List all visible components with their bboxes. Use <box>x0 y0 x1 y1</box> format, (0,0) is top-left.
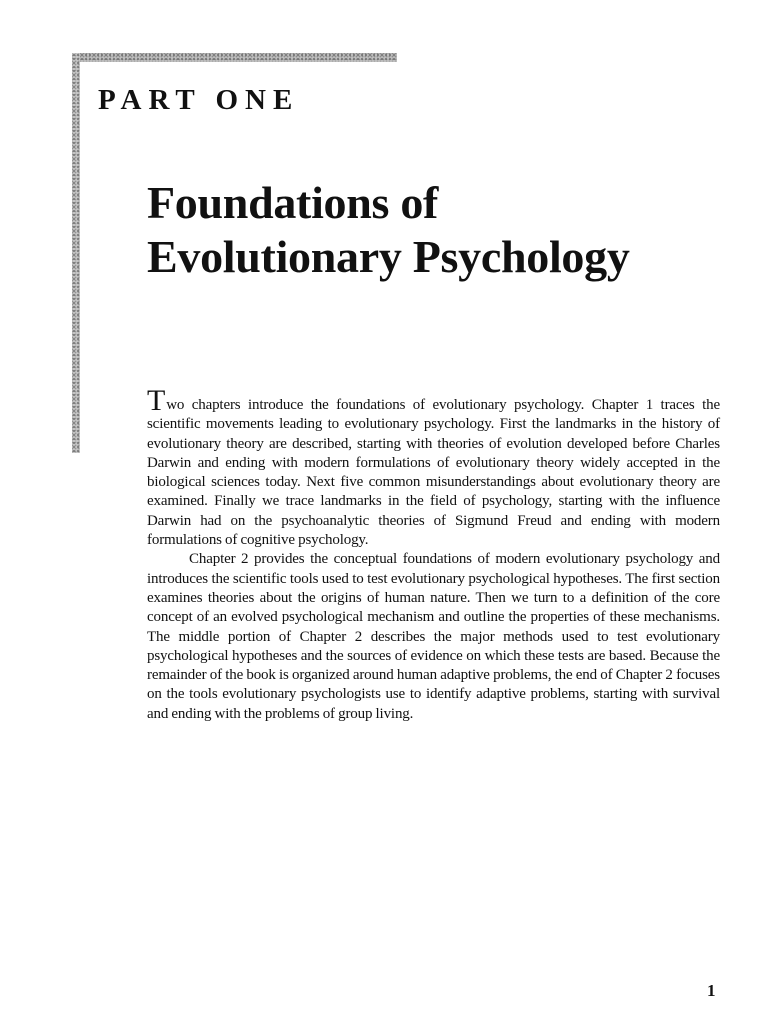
paragraph-2: Chapter 2 provides the conceptual foundations of modern evolutionary psychology and introduces the scientific tools used to test evolutionary psychological hypotheses. The first section examines theories about the origins of human nature. Then we turn to a definition of the core concept of an evolved psychological mechanism and outline the properties of these mechanisms. The middle portion of Chapter 2 describes the major methods used to test evolutionary psychological hypotheses and the sources of evidence on which these tests are based. Because the remainder of the book is organized around human adaptive problems, the end of Chapter 2 focuses on the tools evolutionary psychologists use to identify adaptive problems, starting with survival and ending with the problems of group living. <box>147 551 720 722</box>
paragraph-1 <box>147 384 720 550</box>
page-number: 1 <box>707 981 716 1000</box>
drop-cap: T <box>147 384 166 417</box>
body-text <box>147 384 720 724</box>
page-title <box>147 176 630 284</box>
title-line-1: Foundations of <box>147 177 439 228</box>
title-line-2: Evolutionary Psychology <box>147 231 630 282</box>
decorative-border-left <box>72 53 80 453</box>
part-label: PART ONE <box>98 84 300 116</box>
decorative-border-top <box>72 53 397 62</box>
paragraph-1-text: wo chapters introduce the foundations of evolutionary psychology. Chapter 1 traces the scientific movements leading to evolutionary psychology. First the landmarks in the history of evolutionary theory are described, starting with theories of evolution developed before Charles Darwin and ending with modern formulations of evolutionary theory widely accepted in the biological sciences today. Next five common misunderstandings about evolutionary theory are examined. Finally we trace landmarks in the field of psychology, starting with the influence Darwin had on the psychoanalytic theories of Sigmund Freud and ending with modern formulations of cognitive psychology. <box>147 397 720 549</box>
